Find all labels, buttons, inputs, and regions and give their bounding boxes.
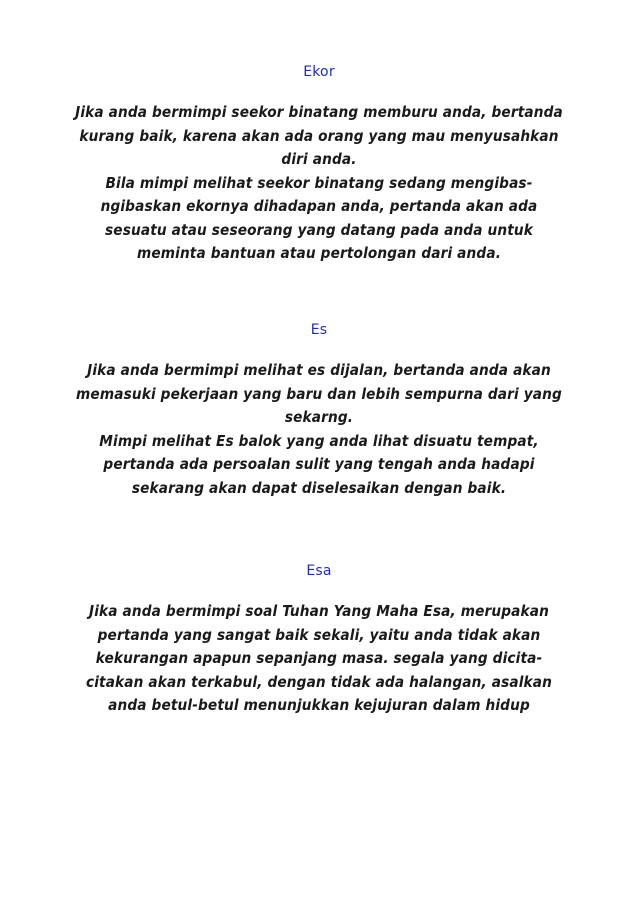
section-heading: Esa (306, 563, 332, 579)
section-ekor (40, 63, 598, 266)
text-line: kekurangan apapun sepanjang masa. segala yang dicita- (95, 649, 543, 667)
section-heading: Ekor (303, 64, 335, 80)
text-line: sekarng. (284, 408, 354, 426)
text-line: pertanda ada persoalan sulit yang tengah anda hadapi (103, 455, 535, 473)
text-line: meminta bantuan atau pertolongan dari anda. (136, 244, 502, 262)
text-line: sesuatu atau seseorang yang datang pada anda untuk (105, 220, 533, 239)
section-paragraph (68, 359, 570, 500)
text-line: citakan akan terkabul, dengan tidak ada halangan, asalkan (85, 672, 553, 691)
text-line: Jika anda bermimpi seekor binatang memburu anda, bertanda (75, 103, 563, 121)
section-paragraph (68, 101, 570, 266)
text-line: Jika anda bermimpi melihat es dijalan, bertanda anda akan (87, 361, 551, 379)
text-line: ngibaskan ekornya dihadapan anda, pertanda akan ada (100, 197, 538, 215)
section-paragraph (68, 600, 570, 718)
text-line: anda betul-betul menunjukkan kejujuran dalam hidup (108, 696, 530, 714)
text-line: Bila mimpi melihat seekor binatang sedang mengibas- (105, 173, 533, 192)
text-line: kurang baik, karena akan ada orang yang mau menyusahkan (79, 126, 559, 145)
text-line: Mimpi melihat Es balok yang anda lihat disuatu tempat, (99, 431, 539, 450)
text-line: Jika anda bermimpi soal Tuhan Yang Maha Esa, merupakan (89, 602, 549, 620)
section-heading: Es (310, 322, 328, 338)
section-es (40, 321, 598, 500)
text-line: memasuki pekerjaan yang baru dan lebih sempurna dari yang (76, 384, 562, 403)
text-line: sekarang akan dapat diselesaikan dengan baik. (131, 478, 507, 497)
text-line: pertanda yang sangat baik sekali, yaitu anda tidak akan (97, 625, 541, 644)
text-line: diri anda. (281, 150, 357, 168)
section-esa (40, 562, 598, 718)
